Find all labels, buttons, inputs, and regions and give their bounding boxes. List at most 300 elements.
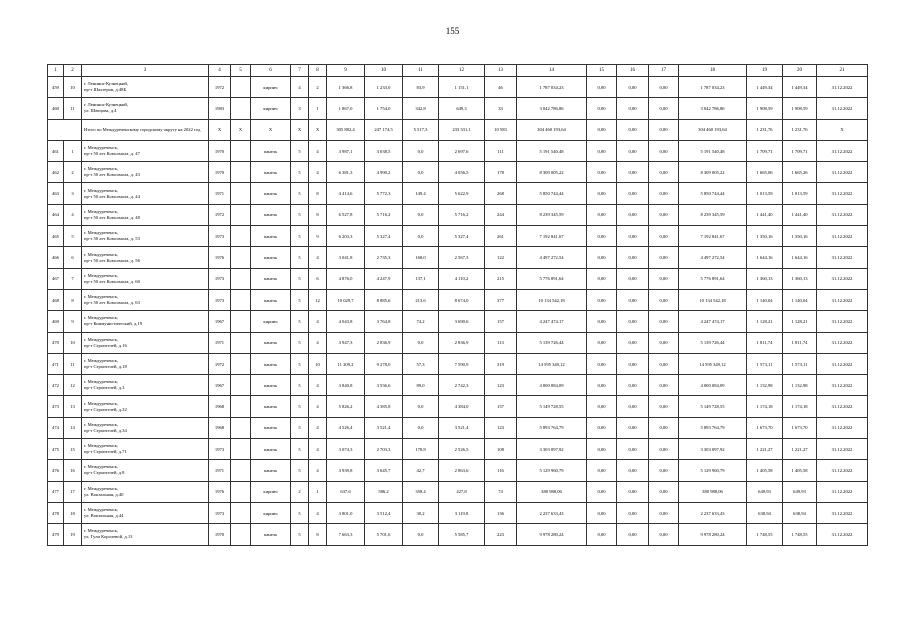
table-cell: 5 772,3 <box>365 183 403 204</box>
table-cell <box>231 332 251 353</box>
table-cell: X <box>251 119 291 140</box>
table-cell: 649,93 <box>747 481 783 502</box>
table-cell: 5 <box>291 268 309 289</box>
table-cell: 0,00 <box>587 460 617 481</box>
table-cell: 1 128,21 <box>747 311 783 332</box>
table-cell: 30,2 <box>403 502 439 523</box>
table-cell: 1983 <box>209 98 231 119</box>
table-cell: 136 <box>485 502 517 523</box>
table-cell: 2 526,5 <box>439 439 485 460</box>
table-cell: 305 882,4 <box>327 119 365 140</box>
table-cell: 0,00 <box>649 98 679 119</box>
table-cell: 168,0 <box>403 247 439 268</box>
table-cell: 473 <box>48 396 64 417</box>
header-cell: 15 <box>587 65 617 77</box>
table-cell: 4 000 084,09 <box>517 375 587 396</box>
table-cell: 1973 <box>209 226 231 247</box>
table-cell: 2 237 633,43 <box>679 502 747 523</box>
table-cell: 2 703,3 <box>365 439 403 460</box>
table-cell: 14 595 349,12 <box>679 353 747 374</box>
table-cell: 5 149 728,55 <box>679 396 747 417</box>
table-cell: 3 521,4 <box>365 417 403 438</box>
table-cell: 3 303 097,92 <box>517 439 587 460</box>
table-cell: 89,0 <box>403 375 439 396</box>
address-cell: г. Междуреченск, ул. Вокзальная, д.40 <box>82 481 209 502</box>
table-cell: 18 <box>64 502 82 523</box>
table-cell: 0,00 <box>617 481 649 502</box>
table-cell: 8 309 005,22 <box>679 162 747 183</box>
table-cell: 0,0 <box>403 204 439 225</box>
table-cell: 0,00 <box>649 396 679 417</box>
table-cell <box>48 119 82 140</box>
address-cell: г. Междуреченск, пр-т Строителей, д.34 <box>82 417 209 438</box>
table-cell <box>231 289 251 310</box>
table-cell: 14 <box>64 417 82 438</box>
table-cell: 213,6 <box>403 289 439 310</box>
table-cell: 4 <box>309 460 327 481</box>
header-cell: 11 <box>403 65 439 77</box>
table-cell: 5 850 744,44 <box>517 183 587 204</box>
table-cell: 31.12.2022 <box>817 481 868 502</box>
table-cell: 0,00 <box>649 439 679 460</box>
table-cell: 4 <box>309 247 327 268</box>
table-cell <box>231 353 251 374</box>
table-row <box>48 226 868 247</box>
table-cell: 0,00 <box>587 417 617 438</box>
table-cell: 261 <box>485 226 517 247</box>
table-cell: 1 350,16 <box>747 226 783 247</box>
table-cell: 10 134 542,18 <box>679 289 747 310</box>
table-cell: 5 <box>64 226 82 247</box>
header-cell: 16 <box>617 65 649 77</box>
table-cell: 638,94 <box>747 502 783 523</box>
table-cell: 31.12.2022 <box>817 353 868 374</box>
table-cell: 0,00 <box>649 77 679 98</box>
table-cell: 5 <box>291 162 309 183</box>
table-cell: 31.12.2022 <box>817 396 868 417</box>
table-cell: 477 <box>48 481 64 502</box>
table-cell: 1 360,13 <box>783 268 817 289</box>
table-cell: 0,00 <box>649 204 679 225</box>
header-cell: 18 <box>679 65 747 77</box>
header-cell: 1 <box>48 65 64 77</box>
table-cell: 0,00 <box>649 375 679 396</box>
table-cell: 15 <box>64 439 82 460</box>
table-cell: 12 <box>309 289 327 310</box>
table-cell: 472 <box>48 375 64 396</box>
table-row <box>48 289 868 310</box>
table-cell: 4 247,9 <box>365 268 403 289</box>
table-cell: 0,00 <box>617 183 649 204</box>
table-cell: 4 990,2 <box>365 162 403 183</box>
table-cell: 1 449,34 <box>747 77 783 98</box>
table-cell: 8 <box>309 183 327 204</box>
table-cell: 0,00 <box>649 289 679 310</box>
table-cell: 1 908,59 <box>747 98 783 119</box>
table-cell: 3 536,6 <box>365 375 403 396</box>
table-cell: 8 239 345,59 <box>679 204 747 225</box>
table-cell: панель <box>251 247 291 268</box>
table-cell: 1 748,55 <box>783 524 817 545</box>
table-cell: 468 <box>48 289 64 310</box>
table-row <box>48 481 868 502</box>
table-cell: 8 239 345,59 <box>517 204 587 225</box>
table-cell: 0,00 <box>617 311 649 332</box>
table-row <box>48 162 868 183</box>
table-cell: 8 885,6 <box>365 289 403 310</box>
table-cell: кирпич <box>251 481 291 502</box>
header-cell: 5 <box>231 65 251 77</box>
table-cell: 5 585,7 <box>439 524 485 545</box>
table-cell: 0,0 <box>403 226 439 247</box>
table-cell: 1 013,59 <box>783 183 817 204</box>
table-cell: 0,00 <box>617 439 649 460</box>
table-cell: 0,00 <box>617 289 649 310</box>
address-cell: г. Междуреченск, пр-т 50 лет Комсомола, д. 48 <box>82 204 209 225</box>
table-cell: 479 <box>48 524 64 545</box>
table-row <box>48 247 868 268</box>
table-cell: 31.12.2022 <box>817 226 868 247</box>
table-cell: 1 787 034,23 <box>517 77 587 98</box>
table-cell: 304 460 193,64 <box>679 119 747 140</box>
table-cell: 108 <box>485 439 517 460</box>
table-cell: 3 512,4 <box>365 502 403 523</box>
table-cell: 1 573,11 <box>783 353 817 374</box>
table-cell: 0,00 <box>587 353 617 374</box>
table-cell: 5 139 726,44 <box>679 332 747 353</box>
table-cell: 649,93 <box>783 481 817 502</box>
table-cell: 0,00 <box>617 353 649 374</box>
table-cell: 10 <box>64 77 82 98</box>
table-cell: X <box>291 119 309 140</box>
table-row <box>48 524 868 545</box>
table-cell: панель <box>251 524 291 545</box>
table-cell: 223 <box>485 524 517 545</box>
table-row <box>48 77 868 98</box>
table-cell: 0,00 <box>617 140 649 161</box>
table-cell: 1970 <box>209 524 231 545</box>
table-cell: 0,00 <box>649 353 679 374</box>
table-cell: 0,0 <box>403 396 439 417</box>
table-cell: 0,00 <box>617 226 649 247</box>
table-cell: 1 350,16 <box>783 226 817 247</box>
table-cell: 4 056,5 <box>439 162 485 183</box>
table-cell: 9 <box>309 226 327 247</box>
table-cell: 9 <box>64 311 82 332</box>
table-cell: 1 132,98 <box>747 375 783 396</box>
table-cell: 1 709,71 <box>747 140 783 161</box>
table-cell <box>231 268 251 289</box>
table-cell: 3 801,0 <box>327 502 365 523</box>
table-cell: 5 149 728,55 <box>517 396 587 417</box>
table-cell: 1971 <box>209 332 231 353</box>
table-cell: 1970 <box>209 162 231 183</box>
table-cell: 4 497 272,54 <box>679 247 747 268</box>
table-cell: 8 309 005,22 <box>517 162 587 183</box>
table-cell: X <box>209 119 231 140</box>
table-row <box>48 311 868 332</box>
table-cell: кирпич <box>251 311 291 332</box>
table-cell: 1967 <box>209 311 231 332</box>
table-cell: 4 247 474,17 <box>517 311 587 332</box>
table-cell: 1973 <box>209 268 231 289</box>
table-cell: 2 742,3 <box>439 375 485 396</box>
table-cell: 31.12.2022 <box>817 502 868 523</box>
table-cell: 3 987,1 <box>327 140 365 161</box>
table-cell: 0,00 <box>587 77 617 98</box>
table-cell: 0,00 <box>649 502 679 523</box>
table-cell: 1 128,21 <box>783 311 817 332</box>
table-cell: 1 140,04 <box>747 289 783 310</box>
table-cell: 5 <box>291 524 309 545</box>
table-cell: 5 <box>291 353 309 374</box>
table-cell: 1976 <box>209 481 231 502</box>
table-cell: 3 939,8 <box>327 460 365 481</box>
table-cell: 459 <box>48 77 64 98</box>
table-cell: 5 <box>291 460 309 481</box>
table-cell: 1 449,34 <box>783 77 817 98</box>
table-cell: 319 <box>485 353 517 374</box>
table-cell: панель <box>251 226 291 247</box>
table-cell: 1 811,74 <box>783 332 817 353</box>
table-cell: панель <box>251 417 291 438</box>
table-cell: 1968 <box>209 396 231 417</box>
table-cell: 0,00 <box>587 162 617 183</box>
table-cell: 0,00 <box>617 268 649 289</box>
table-cell: 3 764,8 <box>365 311 403 332</box>
table-cell: 3 041,8 <box>327 247 365 268</box>
table-cell <box>231 226 251 247</box>
table-cell: 17 <box>64 481 82 502</box>
table-cell: 7 192 841,67 <box>517 226 587 247</box>
table-cell: 6 <box>309 268 327 289</box>
header-row <box>48 65 868 77</box>
table-cell: 380 988,06 <box>517 481 587 502</box>
table-cell: 1972 <box>209 353 231 374</box>
table-cell: 5 <box>291 311 309 332</box>
table-cell: 1 665,06 <box>747 162 783 183</box>
table-cell: 469 <box>48 311 64 332</box>
table-cell: 0,00 <box>587 311 617 332</box>
table-cell: 649,3 <box>439 98 485 119</box>
table-cell: 33 <box>485 98 517 119</box>
table-cell: 8 <box>309 524 327 545</box>
table-cell: 1 221,27 <box>783 439 817 460</box>
table-cell <box>231 98 251 119</box>
table-cell <box>231 502 251 523</box>
table-cell: 5 327,4 <box>365 226 403 247</box>
table-cell: 0,00 <box>617 77 649 98</box>
table-cell: панель <box>251 204 291 225</box>
table-cell: 1 360,13 <box>747 268 783 289</box>
table-cell: 2 <box>309 77 327 98</box>
table-cell: 1967 <box>209 375 231 396</box>
table-cell <box>231 524 251 545</box>
table-cell: 0,00 <box>587 204 617 225</box>
table-cell: 9 978 280,24 <box>517 524 587 545</box>
table-cell: 0,00 <box>649 119 679 140</box>
table-cell: панель <box>251 353 291 374</box>
table-cell: 1 405,58 <box>783 460 817 481</box>
table-body <box>48 65 868 546</box>
table-cell: 3 645,7 <box>365 460 403 481</box>
table-cell: 8 <box>309 204 327 225</box>
table-cell: 113 <box>485 332 517 353</box>
table-cell: 10 134 542,18 <box>517 289 587 310</box>
table-cell: 4 <box>309 332 327 353</box>
table-cell: 0,00 <box>617 417 649 438</box>
table-cell: 31.12.2022 <box>817 268 868 289</box>
table-cell: 4 <box>309 311 327 332</box>
table-cell: 233 331,1 <box>439 119 485 140</box>
table-cell: 1 174,18 <box>783 396 817 417</box>
table-cell: 1 <box>309 98 327 119</box>
table-cell: 5 129 960,79 <box>517 460 587 481</box>
table-cell: 13 <box>64 396 82 417</box>
page-number: 155 <box>445 26 460 36</box>
table-cell: 1 754,0 <box>365 98 403 119</box>
table-cell: X <box>817 119 868 140</box>
table-row <box>48 332 868 353</box>
table-cell: панель <box>251 439 291 460</box>
address-cell: г. Междуреченск, пр-т Строителей, д.32 <box>82 396 209 417</box>
table-cell <box>231 481 251 502</box>
table-cell: панель <box>251 375 291 396</box>
table-cell: 1976 <box>209 247 231 268</box>
table-cell: 5 893 764,79 <box>679 417 747 438</box>
table-cell: 0,0 <box>403 162 439 183</box>
table-cell: 10 <box>64 332 82 353</box>
table-cell: 5 <box>291 183 309 204</box>
table-cell: 46 <box>485 77 517 98</box>
address-cell: г. Междуреченск, пр-т Строителей, д.71 <box>82 439 209 460</box>
table-cell: 471 <box>48 353 64 374</box>
table-cell: кирпич <box>251 98 291 119</box>
header-cell: 20 <box>783 65 817 77</box>
table-cell: 5 701,6 <box>365 524 403 545</box>
table-cell: 1971 <box>209 460 231 481</box>
table-cell: 0,00 <box>587 375 617 396</box>
table-cell: 466 <box>48 247 64 268</box>
table-row <box>48 460 868 481</box>
header-cell: 14 <box>517 65 587 77</box>
header-cell: 17 <box>649 65 679 77</box>
table-cell: 31.12.2022 <box>817 162 868 183</box>
table-cell: 304 460 193,64 <box>517 119 587 140</box>
table-cell <box>231 247 251 268</box>
table-cell: 0,00 <box>587 98 617 119</box>
table-cell: 4 526,4 <box>327 417 365 438</box>
header-cell: 12 <box>439 65 485 77</box>
table-cell: 4 384,0 <box>439 396 485 417</box>
address-cell: г. Междуреченск, пр-т Строителей, д.3 <box>82 375 209 396</box>
table-cell: 5 716,2 <box>439 204 485 225</box>
table-cell: 1 748,55 <box>747 524 783 545</box>
table-cell: 4 247 474,17 <box>679 311 747 332</box>
table-cell: 1968 <box>209 417 231 438</box>
table-cell: 178,8 <box>403 439 439 460</box>
table-cell: 1 709,71 <box>783 140 817 161</box>
table-cell: 1 441,40 <box>783 204 817 225</box>
table-cell: 6 <box>64 247 82 268</box>
header-cell: 21 <box>817 65 868 77</box>
table-cell: 1 573,11 <box>747 353 783 374</box>
table-cell: 4 <box>309 502 327 523</box>
table-cell: 2 237 633,43 <box>517 502 587 523</box>
table-row <box>48 140 868 161</box>
table-cell: 1972 <box>209 77 231 98</box>
address-cell: г. Междуреченск, пр-т 50 лет Комсомола, д. 60 <box>82 268 209 289</box>
table-cell: 1 811,74 <box>747 332 783 353</box>
table-cell: панель <box>251 332 291 353</box>
table-cell: 0,00 <box>587 439 617 460</box>
table-cell: 462 <box>48 162 64 183</box>
table-cell: 1 <box>309 481 327 502</box>
table-row <box>48 502 868 523</box>
table-cell: 0,00 <box>617 524 649 545</box>
table-cell: 3 840,8 <box>327 375 365 396</box>
table-cell: 4 <box>309 375 327 396</box>
table-cell: 2 697,6 <box>439 140 485 161</box>
table-cell: 2 567,3 <box>439 247 485 268</box>
table-cell: 5 <box>291 417 309 438</box>
table-cell: 247 174,5 <box>365 119 403 140</box>
table-cell: 10 029,7 <box>327 289 365 310</box>
table-cell: 0,00 <box>617 396 649 417</box>
address-cell: г. Междуреченск, ул. Вокзальная, д.44 <box>82 502 209 523</box>
table-cell: 0,00 <box>617 98 649 119</box>
table-cell: 5 327,4 <box>439 226 485 247</box>
table-cell: панель <box>251 183 291 204</box>
address-cell: г. Ленинск-Кузнецкий, пр-т Шахтеров, д.48Б <box>82 77 209 98</box>
table-cell: 1 231,76 <box>783 119 817 140</box>
table-cell <box>231 204 251 225</box>
table-cell: 470 <box>48 332 64 353</box>
table-cell: 5 129 960,79 <box>679 460 747 481</box>
table-cell: 111 <box>485 140 517 161</box>
table-cell: 10 583 <box>485 119 517 140</box>
table-cell <box>231 162 251 183</box>
address-cell: г. Междуреченск, пр-т 50 лет Комсомола, д. 43 <box>82 162 209 183</box>
table-cell: 460 <box>48 98 64 119</box>
table-cell: 12 <box>64 375 82 396</box>
table-cell: 227,8 <box>439 481 485 502</box>
header-cell: 7 <box>291 65 309 77</box>
table-cell: 0,00 <box>617 204 649 225</box>
table-cell: 1 673,70 <box>747 417 783 438</box>
table-cell: 0,00 <box>587 247 617 268</box>
table-cell: 377 <box>485 289 517 310</box>
table-cell: 4 <box>309 162 327 183</box>
table-cell: 0,00 <box>587 481 617 502</box>
table-cell: 0,00 <box>649 247 679 268</box>
table-cell: кирпич <box>251 502 291 523</box>
table-cell: 2 735,3 <box>365 247 403 268</box>
table-cell: 342,8 <box>403 98 439 119</box>
table-cell: 5 776 891,64 <box>517 268 587 289</box>
table-cell: 1 174,18 <box>747 396 783 417</box>
table-cell: 11 209,2 <box>327 353 365 374</box>
table-cell: 5 <box>291 375 309 396</box>
table-cell: 638,94 <box>783 502 817 523</box>
table-cell: 1 221,27 <box>747 439 783 460</box>
address-cell: г. Междуреченск, пр-т 50 лет Комсомола, д. 56 <box>82 247 209 268</box>
table-cell: 5 <box>291 226 309 247</box>
table-cell: 83,9 <box>403 77 439 98</box>
address-cell: г. Междуреченск, пр-т 50 лет Комсомола, д. 53 <box>82 226 209 247</box>
table-cell: панель <box>251 268 291 289</box>
table-row <box>48 396 868 417</box>
